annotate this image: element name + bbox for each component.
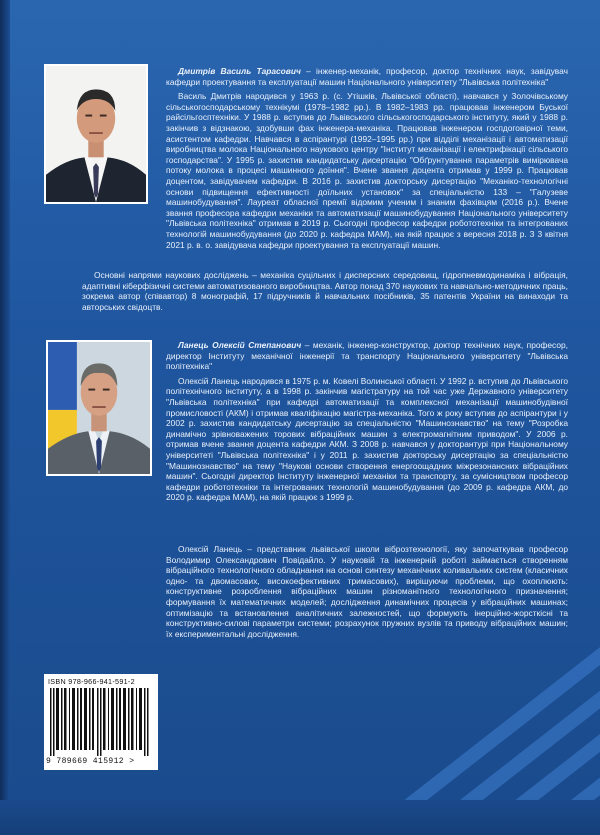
bio-paragraph: Олексій Ланець – представник львівської школи віброзтехнології, яку започаткував професор Володимир Олександрович Повідайло. У науковій та інженерній роботі займається створенням вібраційного технологічного обладнання на основі синтезу механічних коливальних систем (класичних одно- та двомасових, високоефективних тримасових), вирішуючи проблеми, що охоплюють: конструктивне розроблення вібраційних машин різноманітного технологічного призначення; формування їх математичних моделей; дослідження динамічних процесів у вібраційних машинах; оптимізацію та встановлення аналітичних залежностей, що формують інерційно-жорсткісні та конструктивно-силові параметри системи; розрахунок пружних вузлів та приводу вібраційних машин; їх експериментальні дослідження.: [166, 544, 568, 639]
bio-paragraph: Олексій Ланець народився в 1975 р. м. Ковелі Волинської області. У 1992 р. вступив до Львівського політехнічного інституту, а в 1998 р. закінчив магістратуру на той час уже Державного університету "Львівська політехніка" при кафедрі автоматизації та комплексної механізації машинобудівної промисловості (АКМ) і отримав кваліфікацію магістра-механіка. Того ж року вступив до аспірантури і у 2002 р. захистив кандидатську дисертацію за спеціальністю "Машинознавство" на тему "Розробка динамічно зрівноважених торових вібраційних машин з електромагнітним приводом". У 2006 р. отримав вчене звання доцента кафедри АКМ. З 2008 р. навчався у докторантурі при Національному університеті "Львівська політехніка" і у 2011 р. захистив докторську дисертацію за спеціальністю "Машинознавство" на тему "Наукові основи створення енергоощадних міжрезонансних вібраційних машин". Сьогодні директор Інституту інженерної механіки та транспорту, за сумісництвом професор кафедри робототехніки та інтегрованих технологій машинобудування (до 2009 р. кафедра АКМ, до 2020 р. кафедра МАМ), на якій працює з 1999 р.: [166, 375, 568, 503]
author-bio-dmytriv: [166, 66, 568, 254]
author-photo-lanets: [46, 340, 152, 476]
author-intro: – механік, інженер-конструктор, доктор технічних наук, професор, директор Інституту механічної інженерії та транспорту Національного університету "Львівська політехніка": [166, 340, 568, 372]
bio-paragraph: Основні напрями наукових досліджень – механіка суцільних і дисперсних середовищ, гідропневмодинаміка і вібрація, адаптивні кіберфізичні системи автоматизованого виробництва. Автор понад 370 наукових та навчально-методичних праць, зокрема автор (співавтор) 8 монографій, 17 підручників й навчальних посібників, 35 патентів України на винаходи та авторських свідоцтв.: [82, 270, 568, 312]
author-name: Дмитрів Василь Тарасович: [178, 66, 301, 76]
research-summary-dmytriv: [82, 270, 568, 316]
isbn-label: ISBN 978-966-941-591-2: [48, 677, 135, 686]
research-summary-lanets: [166, 544, 568, 643]
barcode-icon: [50, 688, 152, 756]
author-photo-dmytriv: [44, 64, 148, 204]
isbn-digits: 9 789669 415912 >: [46, 757, 135, 766]
cover-edge: [0, 0, 10, 835]
bottom-band: [0, 800, 600, 835]
author-name: Ланець Олексій Степанович: [178, 340, 302, 350]
bio-paragraph: Василь Дмитрів народився у 1963 р. (с. Утішків, Львівської області), навчався у Золочівському сільськогосподарському технікумі (1978–1982 рр.). В 1982–1983 рр. працював інженером Буської райсільгосптехніки. У 1988 р. вступив до Львівського сільськогосподарського інституту, який у 1988 р. закінчив з відзнакою, здобувши фах інженера-механіка. Працював інженером госпдоговірної теми, асистентом кафедри. Навчався в аспірантурі (1992–1995 рр.) при відділі механізації і автоматизації виробництва молока Національного наукового центру "Інститут механізації і електрифікації сільського господарства". У 1995 р. захистив кандидатську дисертацію "Обґрунтування параметрів вимірювача потоку молока в процесі машинного доїння". Вчене звання доцента отримав у 1999 р. Працював доцентом, завідувачем кафедри. В 2016 р. захистив докторську дисертацію "Механіко-технологічні основи підвищення ефективності доїльних установок" за спеціальністю 133 – "Галузеве машинобудування". Лауреат обласної премії відомим ученим і знаним фахівцям (2016 р.). Вчене звання професора кафедри механіки та автоматизації машинобудування Національного університету "Львівська політехніка" отримав в 2019 р. Сьогодні професор кафедри робототехніки та інтегрованих технологій машинобудування (до 2020 р. кафедра МАМ), на якій працює з вересня 2018 р. З 3 квітня 2021 р. в. о. завідувача кафедри проектування та експлуатації машин.: [166, 91, 568, 250]
isbn-barcode-block: [44, 674, 158, 770]
author-intro: – інженер-механік, професор, доктор технічних наук, завідувач кафедри проектування та експлуатації машин Національного університету "Львівська політехніка": [166, 66, 568, 87]
author-bio-lanets: [166, 340, 568, 507]
